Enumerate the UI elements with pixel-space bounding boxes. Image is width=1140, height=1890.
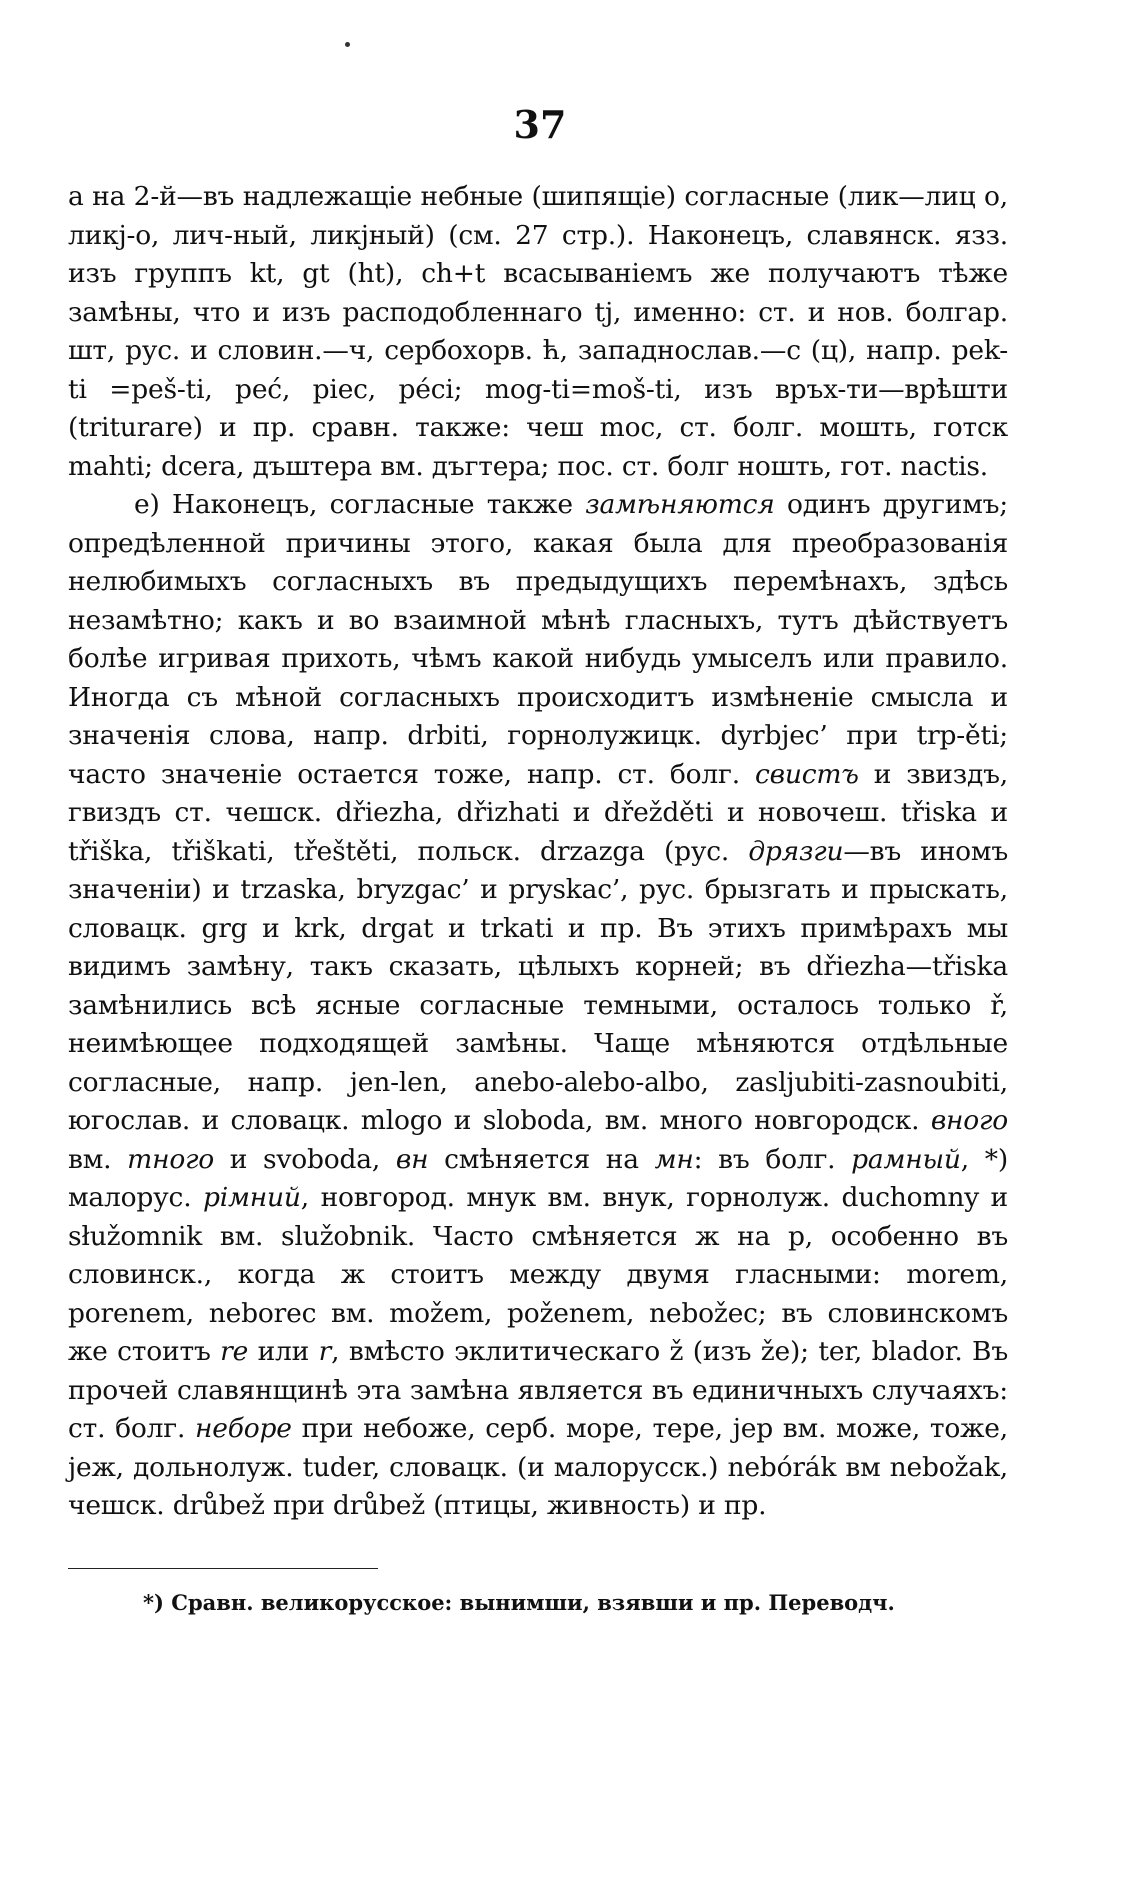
italic-text: мн — [654, 1143, 694, 1175]
page-number: 37 — [513, 102, 567, 147]
italic-text: рімний — [202, 1182, 301, 1213]
italic-text: свистъ — [754, 758, 859, 790]
italic-text: r — [318, 1336, 332, 1367]
paragraph — [68, 486, 1008, 1526]
text-run: и svoboda, — [214, 1143, 396, 1175]
italic-text: рамный — [851, 1143, 961, 1175]
text-run: смѣняется на — [428, 1143, 655, 1175]
footnote-separator — [68, 1568, 378, 1569]
italic-text: вного — [930, 1105, 1008, 1136]
text-run: , вмѣсто эклитическаго ž (изъ že); ter, blador. Въ прочей славянщинѣ эта замѣна является въ единичныхъ случаяхъ: ст. болг. — [68, 1336, 1008, 1444]
italic-text: тного — [127, 1143, 215, 1175]
text-run: при небоже, серб. море, тере, јер вм. може, тоже, јеж, дольнолуж. tuder, словацк. (и малорусск.) nebórák вм nebožak, чешск. drůbež при drůbež (птицы, живность) и пр. — [68, 1413, 1008, 1521]
text-run: одинъ другимъ; опредѣленной причины этого, какая была для преобразованія нелюбимыхъ согласныхъ въ предыдущихъ перемѣнахъ, здѣсь незамѣтно; какъ и во взаимной мѣнѣ гласныхъ, тутъ дѣйствуетъ болѣе игривая прихоть, чѣмъ какой нибудь умыселъ или правило. Иногда съ мѣной согласныхъ происходитъ измѣненіе смысла и значенія слова, напр. drbiti, горнолужицк. dyrbjec’ при trp-ěti; часто значеніе остается тоже, напр. ст. болг. — [68, 489, 1009, 790]
italic-text: дрязги — [748, 835, 844, 867]
body-text — [68, 178, 1008, 1526]
text-run: а на 2-й—въ надлежащіе небные (шипящіе) согласные (лик—лиц о, ликj-о, лич-ный, ликjный) (см. 27 стр.). Наконецъ, славянск. язз. изъ группъ kt, gt (ht), ch+t всасываніемъ же получаютъ тѣже замѣны, что и изъ расподобленнаго tj, именно: ст. и нов. болгар. шт, рус. и словин.—ч, сербохорв. ћ, западнослав.—с (ц), напр. pek-ti =peš-ti, peć, piec, pécі; mog-ti=moš-ti, изъ вpъx-ти—врѣшти (triturare) и пр. сравн. также: чеш moc, ст. болг. мошть, готск mahti; dcera, дъштера вм. дъгтера; пос. ст. болг ношть, гот. nactis. — [68, 181, 1008, 482]
text-run: или — [248, 1336, 319, 1367]
text-run: е) Наконецъ, согласные также — [134, 489, 586, 520]
paragraph — [68, 178, 1008, 486]
text-run: , новгород. мнук вм. внук, горнолуж. duchomny и słužomnik вм. služobnik. Часто смѣняется ж на р, особенно въ словинск., когда ж стоитъ между двумя гласными: morem, porenem, neborec вм. možem, poženem, nebožec; въ словинскомъ же стоитъ — [68, 1182, 1009, 1367]
italic-text: вн — [395, 1143, 429, 1175]
text-run: вм. — [68, 1143, 128, 1175]
italic-text: замѣняются — [585, 489, 775, 520]
text-run: : въ болг. — [693, 1143, 852, 1175]
italic-text: неборе — [195, 1413, 292, 1444]
footnote: *) Сравн. великорусское: вынимши, взявши и пр. Переводч. — [143, 1590, 895, 1615]
text-run: —въ иномъ значеніи) и trzaska, bryzgac’ и pryskac’, рус. брызгать и прыскать, словацк. grg и krk, drgat и trkati и пр. Въ этихъ примѣрахъ мы видимъ замѣну, такъ сказать, цѣлыхъ корней; въ dřiezha—třiska замѣнились всѣ ясные согласные темными, осталось только ř, неимѣющее подходящей замѣны. Чаще мѣняются отдѣльные согласные, напр. jen-len, anebo-alebo-albo, zasljubiti-zasnoubiti, югослав. и словацк. mlogo и sloboda, вм. много новгородск. — [68, 835, 1008, 1136]
print-speck — [345, 42, 350, 47]
text-run: и звиздъ, гвиздъ ст. чешск. dřiezha, dřizhati и dřežděti и новочеш. třiska и třiška, třiškati, třeštěti, польск. drzazga (рус. — [68, 758, 1008, 867]
italic-text: re — [220, 1336, 249, 1367]
text-run: , *) малорус. — [68, 1143, 1008, 1213]
